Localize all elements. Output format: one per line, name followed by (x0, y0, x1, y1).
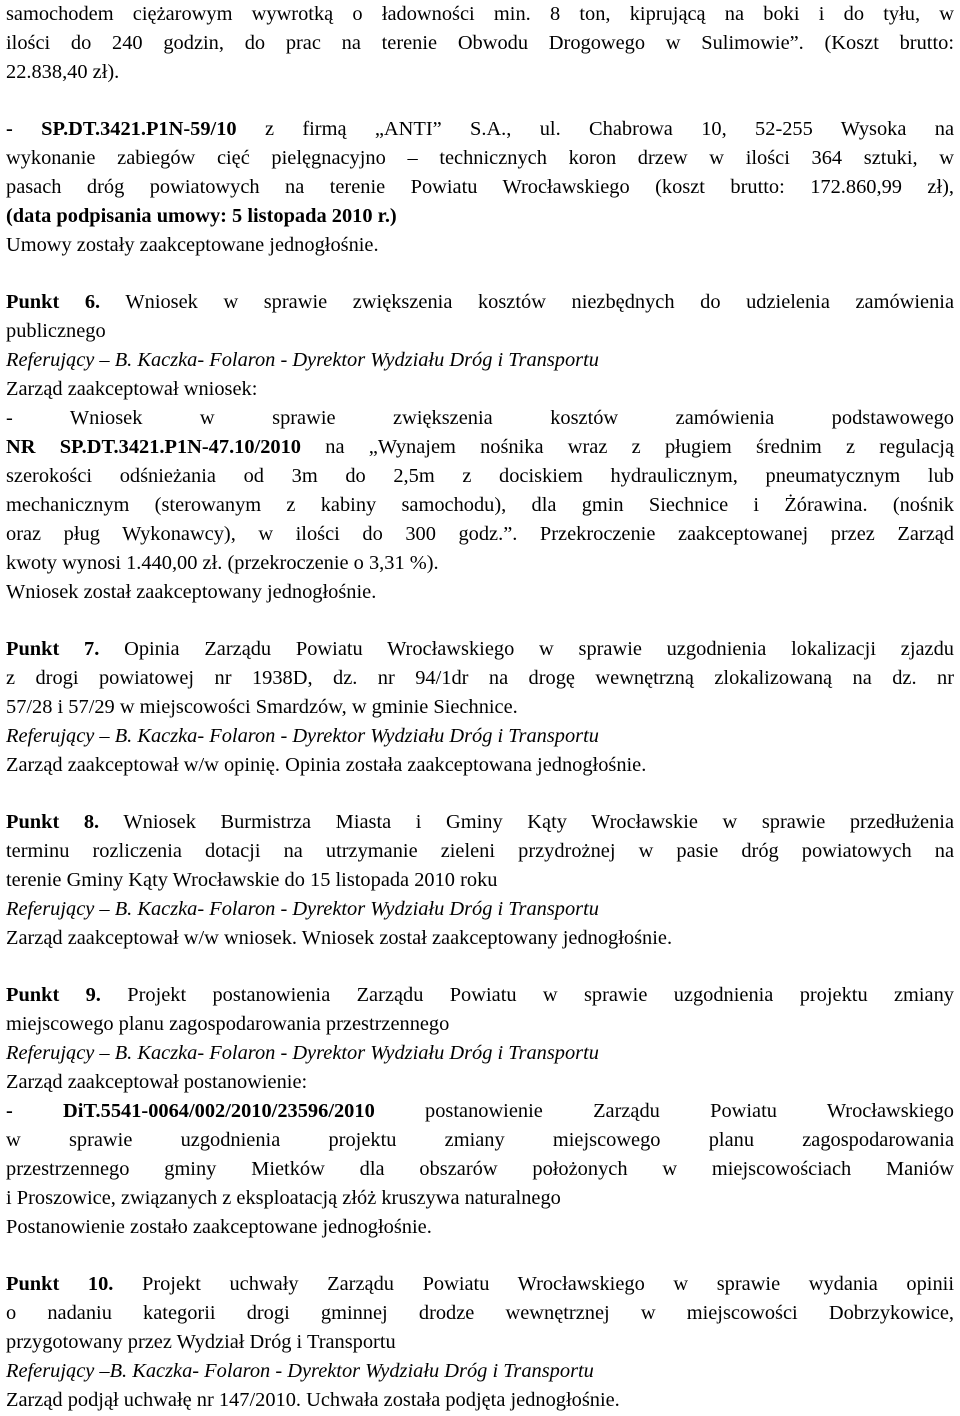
text-segment: Wniosek w sprawie zwiększenia kosztów niezbędnych do udzielenia zamówienia (100, 291, 954, 313)
text-line: i Proszowice, związanych z eksploatacją złóż kruszywa naturalnego (6, 1187, 561, 1209)
text-line: pasach dróg powiatowych na terenie Powiatu Wrocławskiego (koszt brutto: 172.860,99 zł), (6, 176, 954, 198)
punkt-label: Punkt 9. (6, 984, 101, 1006)
text-line: o nadaniu kategorii drogi gminnej drodze wewnętrznej w miejscowości Dobrzykowice, (6, 1302, 954, 1324)
text-line: miejscowego planu zagospodarowania przestrzennego (6, 1013, 450, 1035)
text-line: terminu rozliczenia dotacji na utrzymanie zieleni przydrożnej w pasie dróg powiatowych na (6, 840, 954, 862)
section-heading (6, 635, 954, 664)
text-line: 57/28 i 57/29 w miejscowości Smardzów, w gminie Siechnice. (6, 696, 518, 718)
referent-line: Referujący – B. Kaczka- Folaron - Dyrektor Wydziału Dróg i Transportu (6, 349, 599, 371)
text-segment: na „Wynajem nośnika wraz z pługiem średnim z regulacją (301, 436, 955, 458)
section-heading (6, 288, 954, 317)
punkt-label: Punkt 10. (6, 1273, 114, 1295)
text-segment: Opinia Zarządu Powiatu Wrocławskiego w sprawie uzgodnienia lokalizacji zjazdu (99, 638, 954, 660)
text-line: terenie Gminy Kąty Wrocławskie do 15 listopada 2010 roku (6, 869, 498, 891)
text-line: mechanicznym (sterowanym z kabiny samochodu), dla gmin Siechnice i Żórawina. (nośnik (6, 494, 954, 516)
text-line: - Wniosek w sprawie zwiększenia kosztów zamówienia podstawowego (6, 407, 954, 429)
text-segment: Projekt uchwały Zarządu Powiatu Wrocławskiego w sprawie wydania opinii (113, 1273, 954, 1295)
text-line: kwoty wynosi 1.440,00 zł. (przekroczenie o 3,31 %). (6, 552, 439, 574)
decision-line: Zarząd zaakceptował w/w wniosek. Wniosek został zaakceptowany jednogłośnie. (6, 927, 673, 949)
text-segment: Projekt postanowienia Zarządu Powiatu w sprawie uzgodnienia projektu zmiany (100, 984, 954, 1006)
order-number: NR SP.DT.3421.P1N-47.10/2010 (6, 436, 302, 458)
text-line: w sprawie uzgodnienia projektu zmiany miejscowego planu zagospodarowania (6, 1129, 954, 1151)
text-line: przestrzennego gminy Mietków dla obszarów położonych w miejscowościach Maniów (6, 1158, 954, 1180)
text-line (6, 115, 954, 144)
punkt-label: Punkt 6. (6, 291, 101, 313)
section-heading (6, 981, 954, 1010)
punkt-label: Punkt 7. (6, 638, 100, 660)
text-line: z drogi powiatowej nr 1938D, dz. nr 94/1dr na drogę wewnętrzną zlokalizowaną na dz. nr (6, 667, 954, 689)
referent-line: Referujący – B. Kaczka- Folaron - Dyrektor Wydziału Dróg i Transportu (6, 725, 599, 747)
contract-number: SP.DT.3421.P1N-59/10 (41, 118, 237, 140)
text-line: samochodem ciężarowym wywrotką o ładowności min. 8 ton, kiprującą na boki i do tyłu, w (6, 3, 954, 25)
text-line: 22.838,40 zł). (6, 61, 120, 83)
decision-number: - DiT.5541-0064/002/2010/23596/2010 (6, 1100, 375, 1122)
text-segment: postanowienie Zarządu Powiatu Wrocławskiego (374, 1100, 954, 1122)
text-line: Zarząd zaakceptował wniosek: (6, 378, 258, 400)
section-heading (6, 808, 954, 837)
punkt-label: Punkt 8. (6, 811, 100, 833)
decision-line: Umowy zostały zaakceptowane jednogłośnie. (6, 234, 379, 256)
referent-line: Referujący –B. Kaczka- Folaron - Dyrektor Wydziału Dróg i Transportu (6, 1360, 594, 1382)
text-line: publicznego (6, 320, 106, 342)
section-heading (6, 1270, 954, 1299)
text-segment: Wniosek Burmistrza Miasta i Gminy Kąty Wrocławskie w sprawie przedłużenia (99, 811, 954, 833)
decision-line: Postanowienie zostało zaakceptowane jednogłośnie. (6, 1216, 432, 1238)
referent-line: Referujący – B. Kaczka- Folaron - Dyrektor Wydziału Dróg i Transportu (6, 898, 599, 920)
text-line: ilości do 240 godzin, do prac na terenie Obwodu Drogowego w Sulimowie”. (Koszt brutto: (6, 32, 954, 54)
decision-line: Zarząd podjął uchwałę nr 147/2010. Uchwała została podjęta jednogłośnie. (6, 1389, 620, 1411)
text-segment: z firmą „ANTI” S.A., ul. Chabrowa 10, 52-255 Wysoka na (236, 118, 955, 140)
text-line: Zarząd zaakceptował postanowienie: (6, 1071, 308, 1093)
text-line (6, 433, 954, 462)
text-line: wykonanie zabiegów cięć pielęgnacyjno – technicznych koron drzew w ilości 364 sztuki, w (6, 147, 954, 169)
contract-prefix: - (6, 118, 42, 140)
text-line: oraz pług Wykonawcy), w ilości do 300 godz.”. Przekroczenie zaakceptowanej przez Zarząd (6, 523, 954, 545)
decision-line: Zarząd zaakceptował w/w opinię. Opinia została zaakceptowana jednogłośnie. (6, 754, 647, 776)
text-line (6, 1097, 954, 1126)
text-line: szerokości odśnieżania od 3m do 2,5m z dociskiem hydraulicznym, pneumatycznym lub (6, 465, 954, 487)
signing-date: (data podpisania umowy: 5 listopada 2010 r.) (6, 205, 397, 227)
decision-line: Wniosek został zaakceptowany jednogłośnie. (6, 581, 377, 603)
text-line: przygotowany przez Wydział Dróg i Transportu (6, 1331, 396, 1353)
referent-line: Referujący – B. Kaczka- Folaron - Dyrektor Wydziału Dróg i Transportu (6, 1042, 599, 1064)
